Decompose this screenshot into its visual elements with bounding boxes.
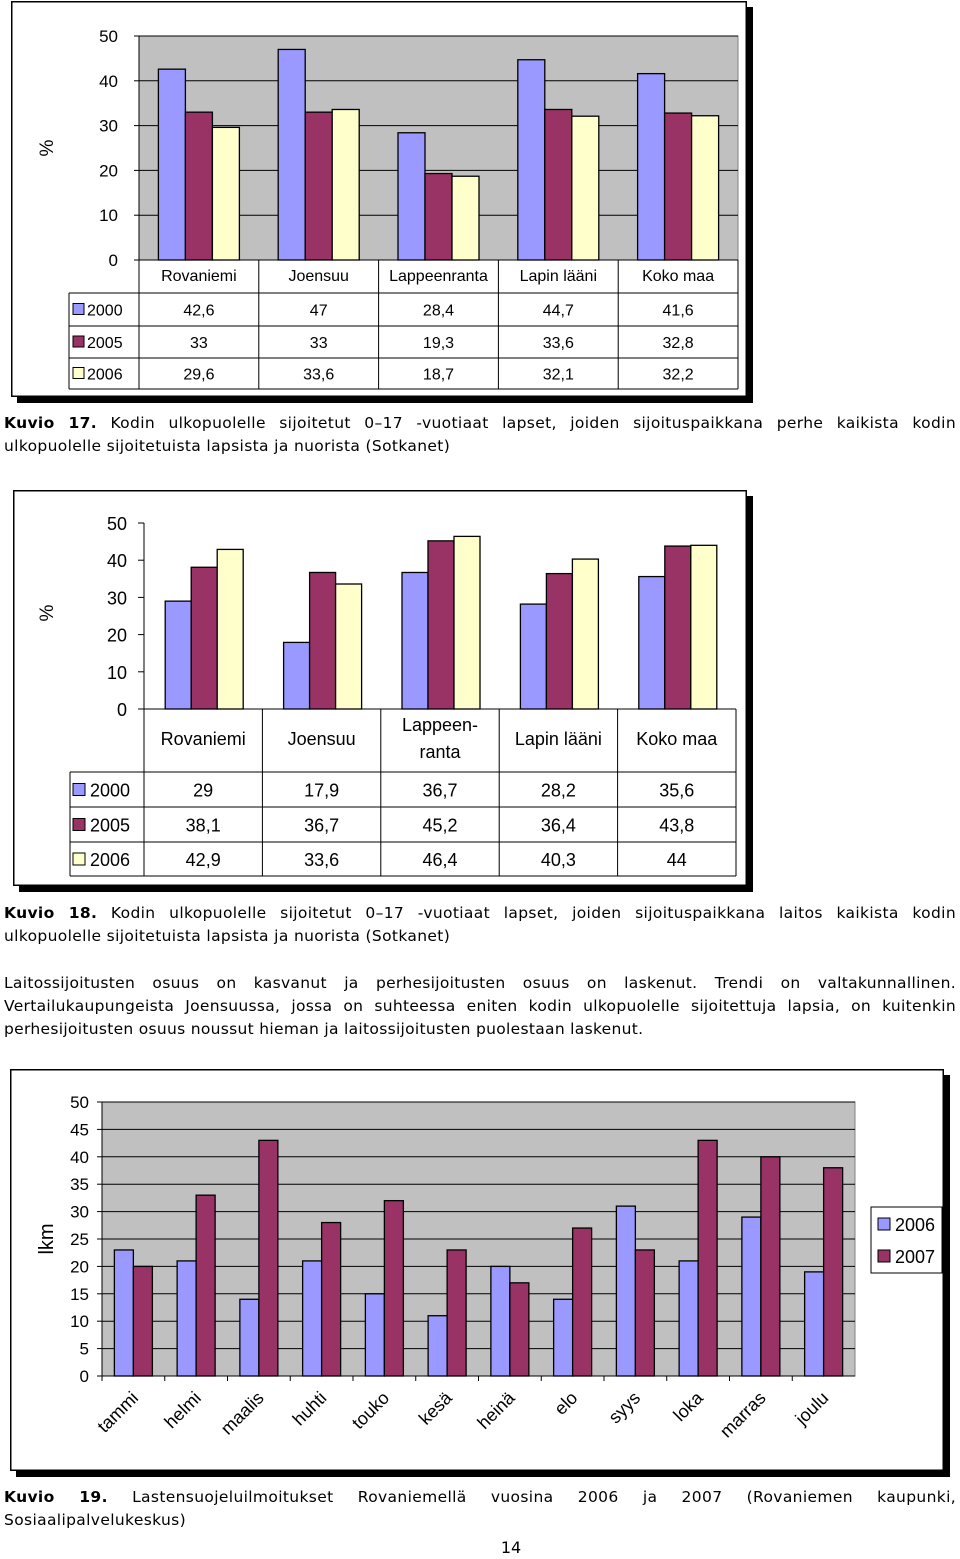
data-label: 43,8 — [659, 815, 695, 836]
data-label: 29 — [193, 780, 214, 801]
data-label: 44,7 — [542, 302, 574, 320]
category-label: Rovaniemi — [161, 268, 237, 285]
x-tick-label: loka — [669, 1387, 707, 1426]
caption-18 — [4, 902, 956, 948]
data-label: 42,6 — [183, 302, 215, 320]
category-label: ranta — [419, 742, 461, 762]
chart-17-frame — [11, 1, 753, 403]
data-label: 29,6 — [183, 366, 215, 384]
data-label: 32,8 — [662, 335, 694, 352]
legend-label: 2005 — [90, 815, 131, 836]
bar-2005-Joensuu — [305, 112, 332, 260]
bar-2000-Joensuu — [284, 642, 310, 709]
bar-2005-Lapin lääni — [545, 109, 572, 260]
bar-2006-marras — [742, 1217, 761, 1376]
y-tick-label: 40 — [70, 1147, 89, 1167]
caption-19-text: Lastensuojeluilmoitukset Rovaniemellä vuosina 2006 ja 2007 (Rovaniemen kaupunki, Sosiaalipalvelukeskus) — [4, 1488, 957, 1529]
caption-17-text: Kodin ulkopuolelle sijoitetut 0–17 -vuotiaat lapset, joiden sijoituspaikkana perhe kaikista kodin ulkopuolelle sijoitetuista lapsista ja nuorista (Sotkanet) — [4, 414, 957, 455]
chart-18-frame — [13, 490, 753, 892]
y-tick-label: 30 — [106, 588, 127, 609]
x-tick-label: kesä — [414, 1387, 456, 1429]
bar-2000-Rovaniemi — [158, 69, 185, 260]
caption-18-text: Kodin ulkopuolelle sijoitetut 0–17 -vuotiaat lapset, joiden sijoituspaikkana laitos kaikista kodin ulkopuolelle sijoitetuista lapsista ja nuorista (Sotkanet) — [4, 904, 957, 945]
y-tick-label: 50 — [99, 27, 118, 46]
bar-2005-Koko maa — [665, 113, 692, 260]
bar-2006-joulu — [805, 1272, 824, 1376]
bar-2006-Lappeen-ranta — [454, 536, 480, 709]
bar-2006-helmi — [177, 1261, 196, 1376]
legend-swatch-2006 — [878, 1218, 890, 1230]
y-axis-title: % — [37, 139, 58, 157]
caption-19 — [4, 1486, 956, 1532]
data-label: 28,2 — [540, 780, 576, 801]
caption-18-lead: Kuvio 18. — [4, 904, 98, 922]
page-number: 14 — [500, 1538, 522, 1557]
bar-2000-Koko maa — [638, 74, 665, 260]
bar-2005-Rovaniemi — [185, 112, 212, 260]
bar-2000-Lappeenranta — [398, 133, 425, 260]
data-label: 33,6 — [303, 366, 335, 384]
bar-2006-elo — [554, 1299, 573, 1376]
legend-swatch-2007 — [878, 1250, 890, 1262]
bar-2000-Joensuu — [278, 49, 305, 260]
data-label: 44 — [666, 850, 687, 870]
y-tick-label: 5 — [79, 1339, 89, 1359]
x-tick-label: maalis — [216, 1387, 268, 1439]
bar-2007-tammi — [133, 1266, 152, 1376]
y-tick-label: 30 — [70, 1202, 89, 1222]
legend-swatch-2005 — [73, 819, 85, 831]
bar-2007-touko — [384, 1201, 403, 1376]
legend-label: 2000 — [87, 302, 123, 320]
caption-17 — [4, 412, 956, 458]
bar-2000-Koko maa — [639, 577, 665, 709]
bar-2005-Koko maa — [665, 546, 691, 709]
bar-2006-Rovaniemi — [212, 127, 239, 260]
category-label: Koko maa — [642, 268, 715, 285]
bar-2007-maalis — [259, 1140, 278, 1376]
x-tick-label: elo — [550, 1387, 582, 1419]
bar-2006-Lapin lääni — [572, 559, 598, 709]
data-label: 36,7 — [422, 780, 458, 801]
bar-2000-Rovaniemi — [165, 601, 191, 709]
bar-2000-Lappeen-ranta — [402, 572, 428, 709]
data-label: 33 — [309, 335, 328, 352]
data-label: 18,7 — [422, 366, 455, 384]
legend-swatch-2005 — [73, 336, 84, 347]
bar-2006-loka — [679, 1261, 698, 1376]
x-tick-label: helmi — [160, 1387, 205, 1433]
legend-label: 2007 — [895, 1247, 936, 1267]
category-label: Koko maa — [636, 729, 718, 749]
bar-2005-Lappeen-ranta — [428, 541, 454, 709]
y-tick-label: 30 — [99, 116, 118, 136]
category-label: Lapin lääni — [519, 268, 598, 285]
bar-2007-loka — [698, 1140, 717, 1376]
bar-2006-huhti — [303, 1261, 322, 1376]
data-label: 33,6 — [542, 335, 574, 352]
bar-2006-tammi — [114, 1250, 133, 1376]
body-paragraph: Laitossijoitusten osuus on kasvanut ja perhesijoitusten osuus on laskenut. Trendi on valtakunnallinen. Vertailukaupungeista Joensuussa, jossa on suhteessa eniten kodin ulkopuolelle sijoitettuja lapsia, on kuitenkin perhesijoitusten osuus noussut hieman ja laitossijoitusten puolestaan laskenut. — [4, 974, 956, 1038]
y-tick-label: 10 — [70, 1312, 89, 1332]
y-tick-label: 20 — [70, 1257, 89, 1277]
bar-2006-kesä — [428, 1316, 447, 1376]
bar-2007-huhti — [322, 1223, 341, 1376]
bar-2000-Lapin lääni — [518, 60, 545, 260]
category-label: Lapin lääni — [514, 729, 602, 749]
caption-19-lead: Kuvio 19. — [4, 1488, 108, 1506]
x-tick-label: huhti — [288, 1387, 331, 1430]
bar-2006-Lapin lääni — [572, 116, 599, 260]
data-label: 19,3 — [422, 335, 455, 352]
y-tick-label: 50 — [70, 1093, 89, 1112]
category-label: Rovaniemi — [160, 729, 246, 749]
chart-19 — [10, 1069, 950, 1477]
x-tick-label: touko — [347, 1387, 394, 1433]
caption-17-lead: Kuvio 17. — [4, 414, 97, 432]
y-tick-label: 10 — [106, 662, 127, 683]
data-label: 46,4 — [422, 850, 458, 870]
bar-2007-marras — [761, 1157, 780, 1376]
data-label: 33 — [190, 335, 208, 352]
data-label: 40,3 — [540, 850, 576, 870]
data-label: 45,2 — [422, 815, 458, 836]
chart-17 — [11, 1, 753, 403]
data-label: 41,6 — [662, 302, 694, 320]
x-tick-label: tammi — [93, 1387, 143, 1437]
x-tick-label: syys — [604, 1387, 645, 1428]
y-tick-label: 40 — [99, 71, 118, 91]
legend-swatch-2006 — [73, 368, 84, 379]
y-tick-label: 10 — [99, 206, 118, 226]
bar-2000-Lapin lääni — [520, 604, 546, 709]
bar-2005-Lappeenranta — [425, 174, 452, 260]
bar-2006-Koko maa — [691, 545, 717, 709]
legend-label: 2006 — [895, 1215, 936, 1235]
data-label: 42,9 — [185, 850, 221, 870]
bar-2006-Rovaniemi — [217, 549, 243, 709]
bar-2007-joulu — [824, 1168, 843, 1376]
category-label: Lappeenranta — [389, 268, 488, 285]
bar-2006-maalis — [240, 1299, 259, 1376]
legend-label: 2006 — [90, 850, 131, 870]
legend-swatch-2006 — [73, 853, 85, 865]
chart-18 — [13, 490, 753, 892]
category-label: Joensuu — [287, 729, 356, 749]
bar-2005-Joensuu — [310, 572, 336, 709]
data-label: 32,2 — [662, 366, 694, 384]
y-tick-label: 0 — [108, 251, 118, 270]
y-tick-label: 45 — [70, 1120, 89, 1140]
y-axis-title: % — [37, 604, 58, 622]
x-tick-label: joulu — [791, 1387, 833, 1429]
bar-2006-Joensuu — [332, 109, 359, 260]
bar-2007-syys — [635, 1250, 654, 1376]
bar-2007-elo — [573, 1228, 592, 1376]
data-label: 38,1 — [185, 815, 221, 836]
bar-2007-heinä — [510, 1283, 529, 1376]
y-tick-label: 15 — [70, 1284, 89, 1304]
bar-2006-heinä — [491, 1266, 510, 1376]
data-label: 32,1 — [542, 366, 574, 384]
y-tick-label: 50 — [106, 514, 127, 534]
bar-2007-helmi — [196, 1195, 215, 1376]
y-tick-label: 40 — [106, 551, 127, 572]
data-label: 17,9 — [304, 780, 340, 801]
data-label: 36,4 — [540, 815, 576, 836]
data-label: 28,4 — [422, 302, 455, 320]
legend-label: 2005 — [87, 335, 123, 352]
y-tick-label: 25 — [70, 1230, 89, 1249]
bar-2005-Rovaniemi — [191, 567, 217, 709]
legend-label: 2006 — [87, 366, 123, 384]
bar-2006-touko — [365, 1294, 384, 1376]
bar-2006-Lappeenranta — [452, 176, 479, 260]
bar-2007-kesä — [447, 1250, 466, 1376]
category-label: Joensuu — [288, 268, 349, 285]
y-tick-label: 0 — [116, 700, 127, 720]
chart-19-frame — [10, 1069, 950, 1477]
y-tick-label: 20 — [106, 625, 127, 646]
legend-swatch-2000 — [73, 304, 84, 315]
y-tick-label: 35 — [70, 1175, 89, 1195]
x-tick-label: marras — [715, 1387, 770, 1442]
legend-label: 2000 — [90, 780, 131, 801]
y-tick-label: 0 — [79, 1367, 89, 1386]
y-tick-label: 20 — [99, 161, 118, 181]
legend-swatch-2000 — [73, 784, 85, 796]
x-tick-label: heinä — [473, 1387, 519, 1433]
bar-2005-Lapin lääni — [546, 574, 572, 709]
data-label: 33,6 — [304, 850, 340, 870]
data-label: 36,7 — [304, 815, 340, 836]
category-label: Lappeen- — [401, 715, 479, 735]
data-label: 35,6 — [659, 780, 695, 801]
bar-2006-syys — [616, 1206, 635, 1376]
y-axis-title: lkm — [36, 1223, 58, 1255]
data-label: 47 — [309, 302, 328, 320]
bar-2006-Koko maa — [692, 116, 719, 260]
bar-2006-Joensuu — [336, 584, 362, 709]
